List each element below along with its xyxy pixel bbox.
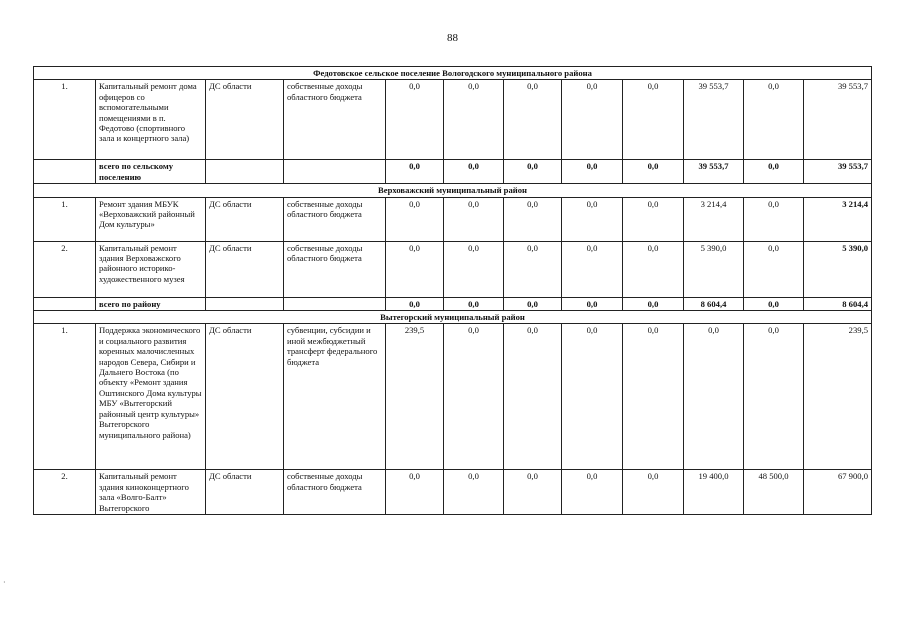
value-cell: 0,0 bbox=[444, 80, 504, 160]
value-cell: 0,0 bbox=[504, 80, 562, 160]
total-value: 39 553,7 bbox=[684, 160, 744, 184]
total-value: 0,0 bbox=[744, 160, 804, 184]
total-row bbox=[34, 297, 872, 310]
total-value: 0,0 bbox=[562, 297, 623, 310]
value-cell: 0,0 bbox=[386, 197, 444, 241]
value-cell: 67 900,0 bbox=[804, 470, 872, 515]
value-cell: 0,0 bbox=[562, 241, 623, 297]
section-title: Верховажский муниципальный район bbox=[34, 184, 872, 197]
value-cell: 0,0 bbox=[444, 197, 504, 241]
empty-cell bbox=[206, 160, 284, 184]
total-value: 0,0 bbox=[623, 297, 684, 310]
total-row bbox=[34, 160, 872, 184]
total-value: 39 553,7 bbox=[804, 160, 872, 184]
value-cell: 0,0 bbox=[562, 324, 623, 470]
table-row bbox=[34, 241, 872, 297]
empty-cell bbox=[284, 160, 386, 184]
value-cell: 0,0 bbox=[684, 324, 744, 470]
total-value: 0,0 bbox=[504, 160, 562, 184]
value-cell: 0,0 bbox=[562, 197, 623, 241]
funding-source: собственные доходы областного бюджета bbox=[284, 80, 386, 160]
value-cell: 0,0 bbox=[504, 241, 562, 297]
value-cell: 0,0 bbox=[623, 470, 684, 515]
table-row bbox=[34, 324, 872, 470]
value-cell: 0,0 bbox=[444, 470, 504, 515]
value-cell: 39 553,7 bbox=[684, 80, 744, 160]
organization: ДС области bbox=[206, 324, 284, 470]
object-name: Капитальный ремонт здания Верховажского районного историко-художественного музея bbox=[96, 241, 206, 297]
value-cell: 0,0 bbox=[562, 80, 623, 160]
total-value: 0,0 bbox=[444, 160, 504, 184]
funding-source: субвенции, субсидии и иной межбюджетный трансферт федерального бюджета bbox=[284, 324, 386, 470]
row-number: 1. bbox=[34, 197, 96, 241]
object-name: Капитальный ремонт дома офицеров со вспомогательными помещениями в п. Федотово (спортивного зала и концертного зала) bbox=[96, 80, 206, 160]
empty-cell bbox=[284, 297, 386, 310]
value-cell: 0,0 bbox=[623, 80, 684, 160]
row-number: 1. bbox=[34, 80, 96, 160]
section-header-row bbox=[34, 311, 872, 324]
value-cell: 0,0 bbox=[623, 324, 684, 470]
value-cell: 0,0 bbox=[623, 241, 684, 297]
page-number: 88 bbox=[447, 32, 458, 44]
object-name: Ремонт здания МБУК «Верховажский районный Дом культуры» bbox=[96, 197, 206, 241]
value-cell: 239,5 bbox=[804, 324, 872, 470]
total-label: всего по сельскому поселению bbox=[96, 160, 206, 184]
section-header-row bbox=[34, 67, 872, 80]
value-cell: 5 390,0 bbox=[684, 241, 744, 297]
value-cell: 0,0 bbox=[562, 470, 623, 515]
value-cell: 0,0 bbox=[744, 324, 804, 470]
value-cell: 0,0 bbox=[744, 241, 804, 297]
value-cell: 0,0 bbox=[504, 470, 562, 515]
empty-cell bbox=[206, 297, 284, 310]
value-cell: 48 500,0 bbox=[744, 470, 804, 515]
value-cell: 3 214,4 bbox=[804, 197, 872, 241]
value-cell: 5 390,0 bbox=[804, 241, 872, 297]
object-name: Поддержка экономического и социального развития коренных малочисленных народов Севера, Сибири и Дальнего Востока (по объекту «Ремонт здания Оштинского Дома культуры МБУ «Вытегорский районный центр культуры» Вытегорского муниципального района) bbox=[96, 324, 206, 470]
value-cell: 0,0 bbox=[744, 80, 804, 160]
value-cell: 0,0 bbox=[444, 241, 504, 297]
section-title: Федотовское сельское поселение Вологодского муниципального района bbox=[34, 67, 872, 80]
organization: ДС области bbox=[206, 197, 284, 241]
total-value: 0,0 bbox=[386, 297, 444, 310]
table-row bbox=[34, 197, 872, 241]
value-cell: 0,0 bbox=[444, 324, 504, 470]
value-cell: 0,0 bbox=[623, 197, 684, 241]
value-cell: 0,0 bbox=[744, 197, 804, 241]
row-number: 1. bbox=[34, 324, 96, 470]
value-cell: 0,0 bbox=[386, 470, 444, 515]
empty-cell bbox=[34, 160, 96, 184]
section-title: Вытегорский муниципальный район bbox=[34, 311, 872, 324]
total-value: 0,0 bbox=[623, 160, 684, 184]
section-header-row bbox=[34, 184, 872, 197]
value-cell: 3 214,4 bbox=[684, 197, 744, 241]
total-value: 8 604,4 bbox=[804, 297, 872, 310]
value-cell: 0,0 bbox=[386, 80, 444, 160]
total-value: 0,0 bbox=[504, 297, 562, 310]
total-value: 0,0 bbox=[744, 297, 804, 310]
value-cell: 39 553,7 bbox=[804, 80, 872, 160]
value-cell: 19 400,0 bbox=[684, 470, 744, 515]
total-label: всего по району bbox=[96, 297, 206, 310]
funding-source: собственные доходы областного бюджета bbox=[284, 241, 386, 297]
row-number: 2. bbox=[34, 241, 96, 297]
organization: ДС области bbox=[206, 470, 284, 515]
funding-source: собственные доходы областного бюджета bbox=[284, 197, 386, 241]
total-value: 0,0 bbox=[562, 160, 623, 184]
empty-cell bbox=[34, 297, 96, 310]
value-cell: 239,5 bbox=[386, 324, 444, 470]
funding-source: собственные доходы областного бюджета bbox=[284, 470, 386, 515]
budget-table bbox=[33, 66, 872, 515]
scan-mark: · bbox=[3, 578, 6, 587]
value-cell: 0,0 bbox=[504, 197, 562, 241]
row-number: 2. bbox=[34, 470, 96, 515]
organization: ДС области bbox=[206, 241, 284, 297]
value-cell: 0,0 bbox=[504, 324, 562, 470]
total-value: 0,0 bbox=[444, 297, 504, 310]
table-row bbox=[34, 80, 872, 160]
organization: ДС области bbox=[206, 80, 284, 160]
table-row bbox=[34, 470, 872, 515]
value-cell: 0,0 bbox=[386, 241, 444, 297]
total-value: 0,0 bbox=[386, 160, 444, 184]
object-name: Капитальный ремонт здания киноконцертного зала «Волго-Балт» Вытегорского bbox=[96, 470, 206, 515]
total-value: 8 604,4 bbox=[684, 297, 744, 310]
